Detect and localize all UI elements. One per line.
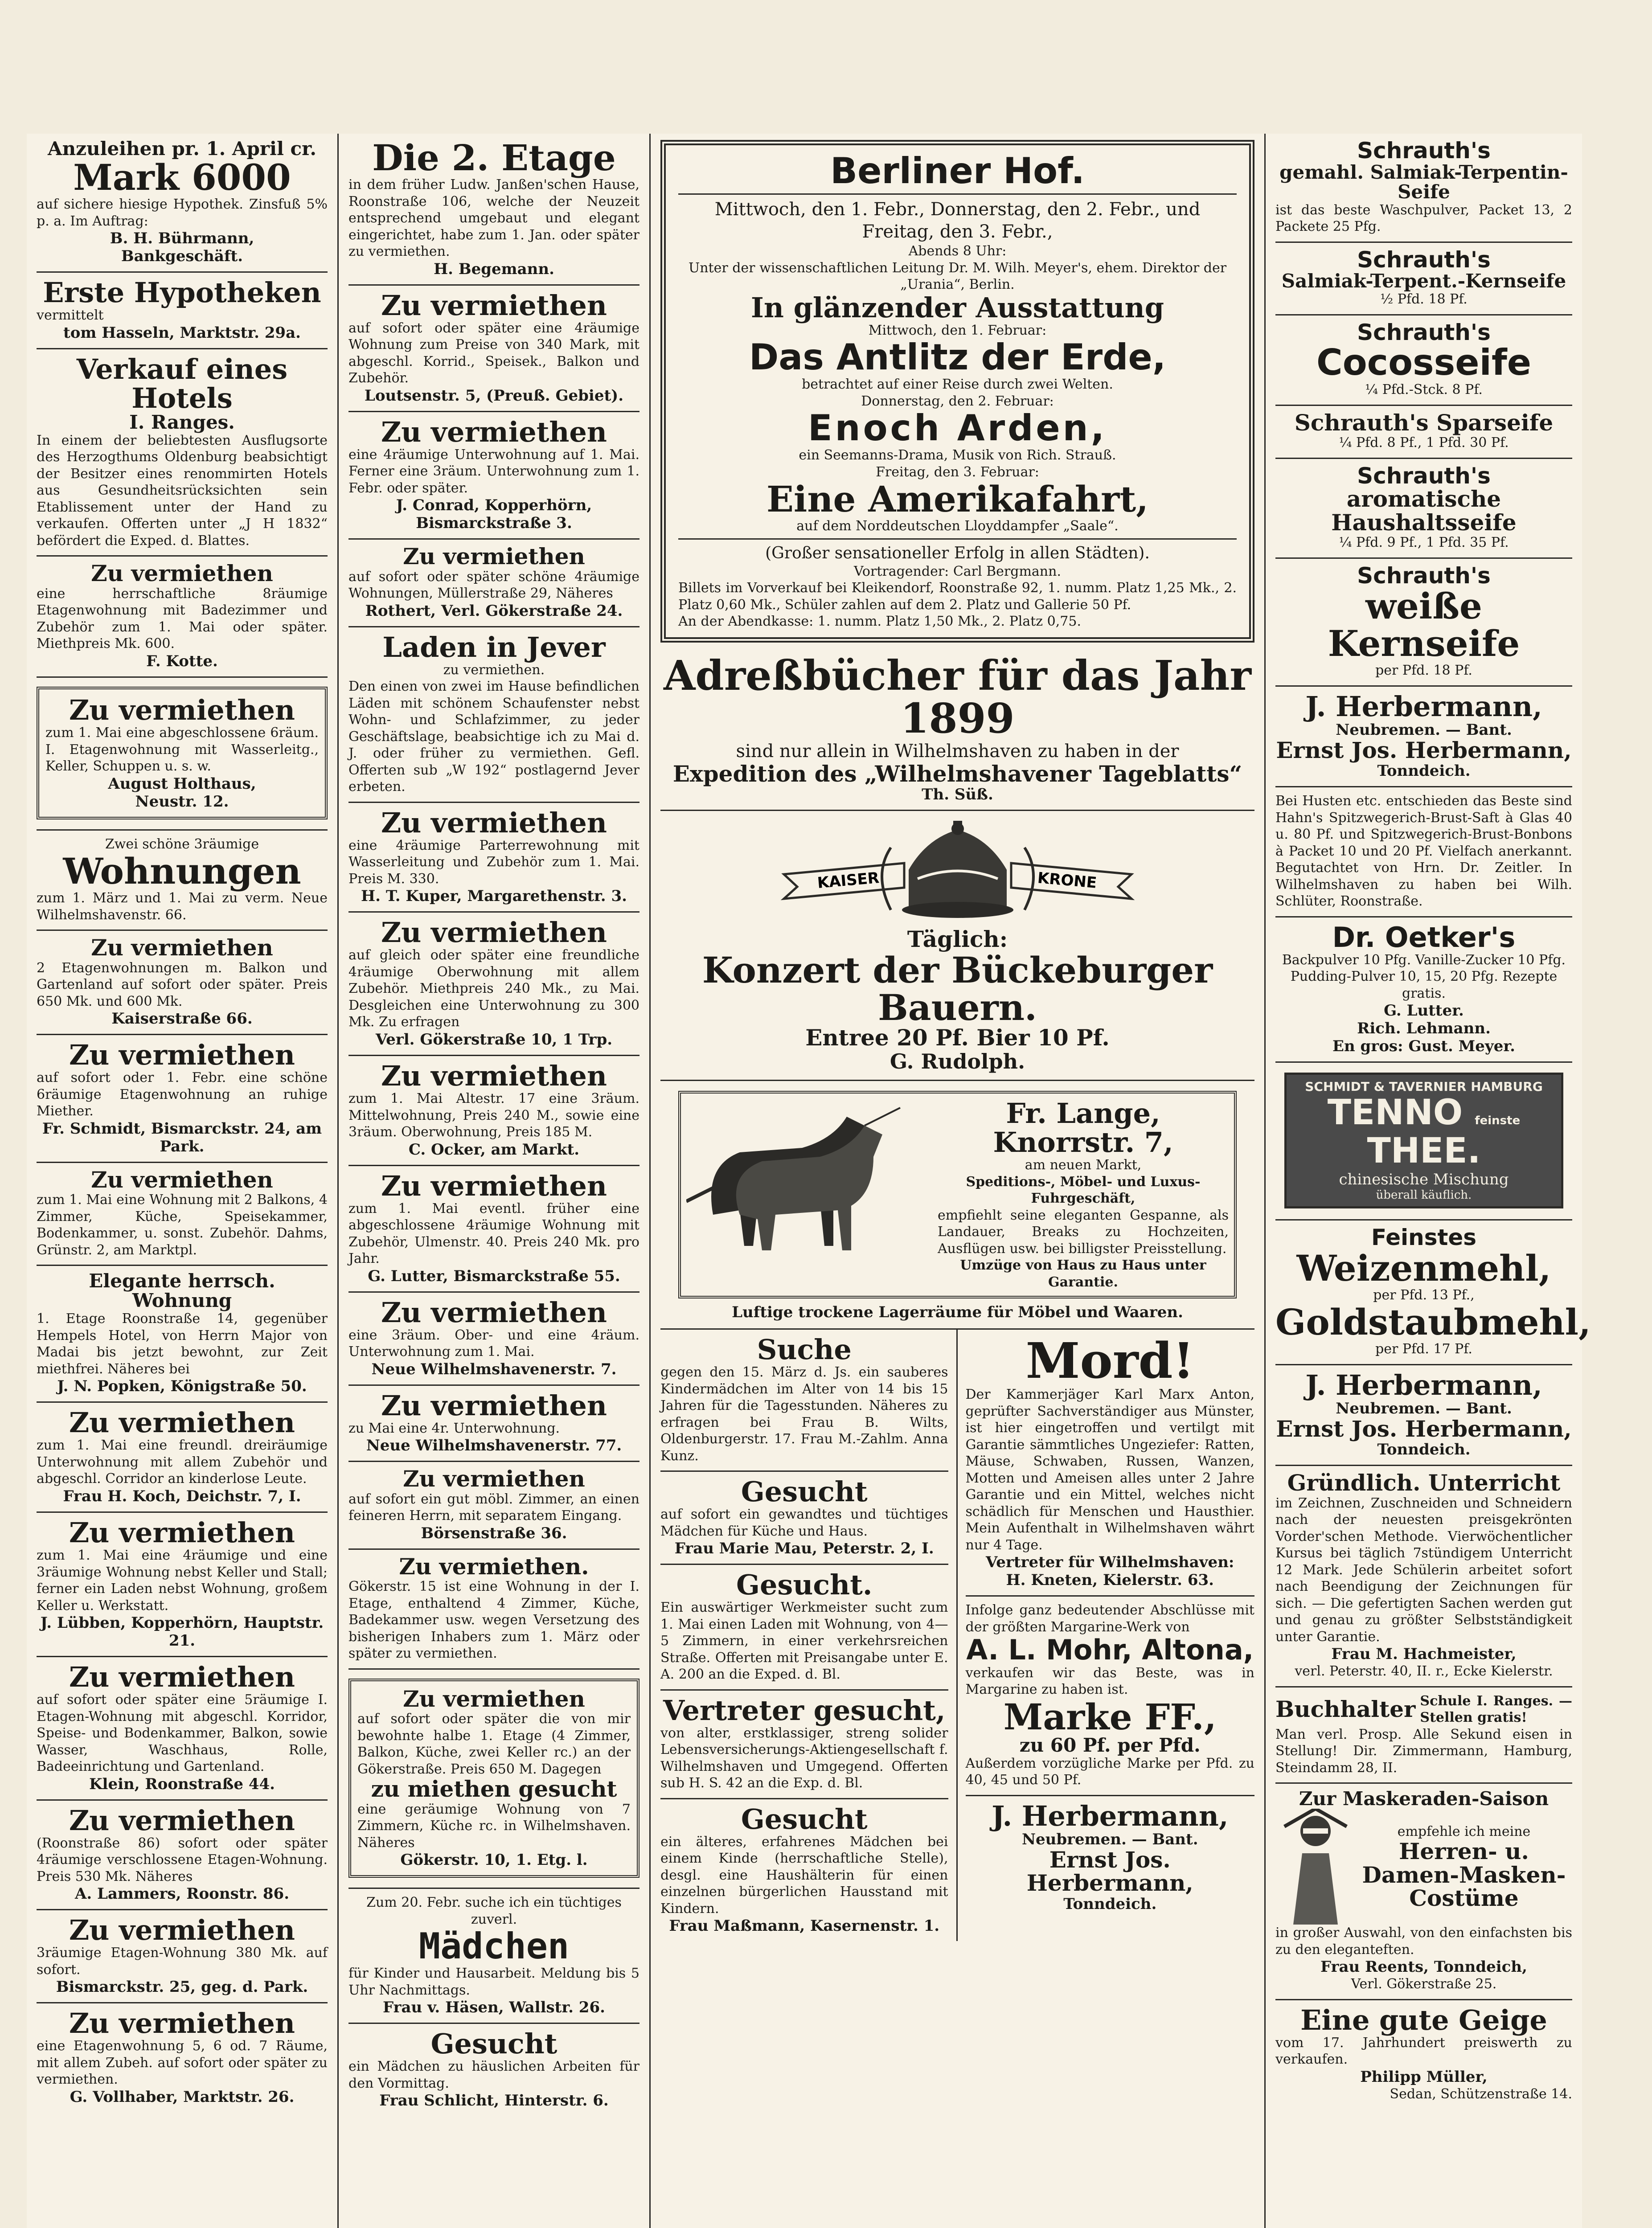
ad-heading: Erste Hypotheken (43, 276, 321, 309)
horse-carriage-icon (686, 1099, 927, 1268)
ad-heading: Zu vermiethen (381, 1389, 607, 1422)
ad-text-3: Außerdem vorzügliche Marke per Pfd. zu 40, 45 und 50 Pf. (965, 1755, 1254, 1788)
ad-heading: Zu vermiethen (403, 1685, 585, 1712)
ad-signature: Vertreter für Wilhelmshaven: (986, 1553, 1234, 1572)
ad-text: eine 3räum. Ober- und eine 4räum. Unterwohnung zum 1. Mai. (348, 1327, 639, 1360)
ad-tenno-tea (1275, 1063, 1572, 1220)
ad-text: Backpulver 10 Pfg. Vanille-Zucker 10 Pfg. Pudding-Pulver 10, 15, 20 Pfg. Rezepte gratis. (1282, 952, 1566, 1001)
ad-signature: C. Ocker, am Markt. (408, 1140, 580, 1159)
ad-heading: Gründlich. Unterricht (1287, 1470, 1561, 1496)
ad-signature: G. Rudolph. (890, 1049, 1025, 1074)
ad-heading: Zu vermiethen (91, 934, 273, 961)
ad-heading: Zu vermiethen. (399, 1553, 589, 1580)
tea-brand-mid: feinste (1475, 1114, 1521, 1128)
ad-signature: Kaiserstraße 66. (111, 1010, 253, 1028)
column-3 (651, 134, 1266, 2228)
ad-heading: Konzert der Bückeburger Bauern. (702, 949, 1213, 1028)
ad-dates: Mittwoch, den 1. Febr., Donnerstag, den 2. Febr., und Freitag, den 3. Febr., (714, 199, 1201, 242)
ad-tailoring-lessons (1275, 1466, 1572, 1687)
ad-text: ¼ Pfd. 8 Pf., 1 Pfd. 30 Pf. (1339, 435, 1509, 451)
newspaper-page (27, 134, 1591, 2228)
ad-heading: Dr. Oetker's (1332, 921, 1516, 954)
ad-moves: Umzüge von Haus zu Haus unter Garantie. (960, 1257, 1206, 1290)
ad-show-3-sub: auf dem Norddeutschen Lloyddampfer „Saale“. (796, 518, 1119, 534)
ad-sub: Neubremen. — Bant. (1021, 1830, 1198, 1848)
ad-heading: Zu vermiethen (69, 1516, 295, 1549)
ad-rent (37, 1657, 328, 1801)
ad-signature: G. Vollhaber, Marktstr. 26. (70, 2088, 295, 2106)
ad-fr-lange (660, 1081, 1254, 1330)
ad-cough-syrup (1275, 787, 1572, 917)
ad-text: zum 1. Mai eine 4räumige und eine 3räumige Wohnung nebst Keller und Stall; ferner ein Laden nebst Wohnung, großem Keller u. Werkstatt. (37, 1548, 328, 1614)
ad-sub: Neubremen. — Bant. (1336, 1399, 1512, 1417)
ad-rent (348, 1293, 639, 1386)
ad-text: In einem der beliebtesten Ausflugsorte des Herzogthums Oldenburg beabsichtigt der Besitzer eines renommirten Hotels aus Gesundheitsrücksichten sein Etablissement unter der Hand zu verkaufen. Offerten unter „J H 1832“ befördert die Exped. d. Blattes. (37, 432, 328, 549)
ad-heading: Vertreter gesucht, (663, 1694, 946, 1727)
ad-rent (37, 1801, 328, 1911)
ad-text-1: sind nur allein in Wilhelmshaven zu haben in der (736, 741, 1179, 762)
ad-signature: Frau Schlicht, Hinterstr. 6. (379, 2092, 609, 2110)
ad-heading: Adreßbücher für das Jahr 1899 (664, 651, 1251, 743)
ad-text: ein älteres, erfahrenes Mädchen bei einem Kinde (herrschaftliche Stelle), desgl. eine Haushälterin für einen einzelnen bürgerlichen Hausstand mit Kindern. (660, 1834, 948, 1917)
ad-heading: Eine gute Geige (1300, 2003, 1547, 2036)
ad-signature: Rothert, Verl. Gökerstraße 24. (365, 602, 623, 620)
ad-heading-2: Ernst Jos. Herbermann, (1276, 737, 1572, 763)
ad-text: auf sofort ein gut möbl. Zimmer, an einen feineren Herrn, mit separatem Eingang. (348, 1491, 639, 1524)
ad-heading: Schrauth's (1357, 463, 1491, 489)
ad-soap (1275, 559, 1572, 687)
ad-heading: Elegante herrsch. Wohnung (89, 1270, 275, 1312)
ad-heading: Gesucht. (736, 1569, 873, 1601)
ad-heading: Zu vermiethen (381, 415, 607, 448)
ad-heading: Wohnungen (63, 850, 301, 893)
ad-text: zum 1. März und 1. Mai zu verm. Neue Wilhelmshavenstr. 66. (37, 890, 328, 923)
ad-heading: Zu vermiethen (69, 693, 295, 726)
ad-storage: Luftige trockene Lagerräume für Möbel und Waaren. (732, 1303, 1183, 1322)
ad-rent (37, 2003, 328, 2112)
ad-text: Den einen von zwei im Hause befindlichen Läden mit schönem Schaufenster nebst Wohn- und Schlafzimmer, zu jeder Geschäftslage, beabsichtige ich zu Mai d. J. oder früher zu vermiethen. Gefl. Offerten sub „W 192“ postlagernd Jever erbeten. (348, 679, 639, 795)
ad-sub: Neubremen. — Bant. (1336, 721, 1512, 739)
ad-text: auf sofort oder 1. Febr. eine schöne 6räumige Etagenwohnung an ruhige Miether. (37, 1070, 328, 1119)
ad-soap (1275, 459, 1572, 559)
ad-heading: Berliner Hof. (830, 150, 1085, 192)
ad-signature-sub: H. Kneten, Kielerstr. 63. (1006, 1571, 1214, 1589)
ad-signature: J. N. Popken, Königstraße 50. (57, 1377, 307, 1396)
ad-pest-control (966, 1330, 1255, 1597)
ad-mortgages (37, 273, 328, 349)
ad-side: Schule I. Ranges. — Stellen gratis! (1420, 1693, 1572, 1726)
ad-rent (37, 931, 328, 1035)
ad-oetker (1275, 917, 1572, 1063)
ad-preheading: Zum 20. Febr. suche ich ein tüchtiges zuverl. (366, 1895, 622, 1927)
ad-signature: J. Conrad, Kopperhörn, Bismarckstraße 3. (396, 496, 592, 532)
ad-shop-jever (348, 627, 639, 803)
ad-text: zum 1. Mai eine Wohnung mit 2 Balkons, 4 Zimmer, Küche, Speisekammer, Bodenkammer, u. sonst. Zubehör. Dahms, Grünstr. 2, am Marktpl. (37, 1192, 328, 1258)
ad-signature: Börsenstraße 36. (421, 1524, 567, 1542)
ad-text: ¼ Pfd.-Stck. 8 Pf. (1365, 382, 1483, 398)
ad-heading: Schrauth's Sparseife (1294, 409, 1554, 436)
ad-masquerade (1275, 1784, 1572, 2000)
column-3-right (958, 1330, 1255, 1941)
ad-text: (Roonstraße 86) sofort oder später 4räumige verschlossene Etagen-Wohnung. Preis 530 Mk. Näheres (37, 1835, 328, 1884)
tea-bottom: überall käuflich. (1376, 1188, 1472, 1202)
ad-subheading: gemahl. Salmiak-Terpentin-Seife (1279, 161, 1568, 203)
tea-brand-1: TENNO (1327, 1093, 1463, 1133)
ad-sub-2: Tonndeich. (1063, 1895, 1157, 1913)
ad-signature: Fr. Schmidt, Bismarckstr. 24, am Park. (42, 1119, 322, 1155)
ad-signature: H. Begemann. (434, 260, 554, 278)
ad-heading: Weizenmehl, (1296, 1247, 1551, 1289)
ad-signature: Frau M. Hachmeister, (1331, 1645, 1517, 1663)
ad-address-books (660, 649, 1254, 811)
ad-rent (37, 1910, 328, 2003)
ad-heading: Zu vermiethen (91, 560, 273, 587)
ad-rent (348, 1386, 639, 1462)
ad-text: in großer Auswahl, von den einfachsten bis zu den eleganteften. (1275, 1925, 1572, 1958)
ad-text: auf sofort oder später die von mir bewohnte halbe 1. Etage (4 Zimmer, Balkon, Küche, zwei Keller rc.) an der Gökerstraße. Preis 650 M. Dagegen (357, 1711, 631, 1777)
banner-left-label: KAISER (816, 869, 880, 893)
ad-rent (348, 1056, 639, 1166)
ad-heading: Zu vermiethen (381, 1169, 607, 1202)
ad-heading: Zur Maskeraden-Saison (1299, 1788, 1549, 1810)
ad-signature: H. T. Kuper, Margarethenstr. 3. (361, 887, 627, 905)
ad-signature: Neue Wilhelmshavenerstr. 7. (371, 1360, 617, 1378)
ad-signature: tom Hasseln, Marktstr. 29a. (63, 324, 301, 342)
ad-signature: Frau Marie Mau, Peterstr. 2, I. (674, 1540, 934, 1558)
ad-subheading: I. Ranges. (129, 411, 235, 433)
ad-heading: Zu vermiethen (69, 1661, 295, 1694)
ad-subheading: aromatische Haushaltsseife (1331, 486, 1517, 536)
ad-text: empfiehlt seine eleganten Gespanne, als Landauer, Breaks zu Hochzeiten, Ausflügen usw. bei billigster Preisstellung. (938, 1207, 1229, 1257)
ad-text: eine herrschaftliche 8räumige Etagenwohnung mit Badezimmer und Zubehör zum 1. Mai oder später. Miethpreis Mk. 600. (37, 586, 328, 652)
ad-heading: J. Herbermann, (992, 1799, 1229, 1832)
ad-heading: Buchhalter (1275, 1696, 1416, 1722)
ad-loan (37, 134, 328, 273)
ad-rent (37, 1035, 328, 1163)
ad-heading: Verkauf eines Hotels (76, 352, 288, 414)
ad-speaker: Vortragender: Carl Bergmann. (854, 563, 1061, 579)
ad-signature: Philipp Müller, (1360, 2068, 1488, 2086)
ad-signature: Loutsenstr. 5, (Preuß. Gebiet). (364, 386, 624, 405)
ad-signature: B. H. Bührmann, (110, 229, 254, 248)
ad-success: (Großer sensationeller Erfolg in allen Städten). (765, 544, 1150, 562)
ad-text: eine 4räumige Unterwohnung auf 1. Mai. Ferner eine 3räum. Unterwohnung zum 1. Febr. oder später. (348, 446, 639, 496)
ad-brand: Marke FF., (1003, 1696, 1217, 1738)
ad-text-wanted: eine geräumige Wohnung von 7 Zimmern, Küche rc. in Wilhelmshaven. Näheres (357, 1801, 631, 1851)
ad-text: ist das beste Waschpulver, Packet 13, 2 Packete 25 Pfg. (1275, 202, 1572, 235)
ad-show-2: Enoch Arden, (808, 407, 1107, 449)
ad-subheading: Salmiak-Terpent.-Kernseife (1281, 270, 1566, 292)
tea-sub: chinesische Mischung (1339, 1171, 1509, 1189)
ad-rent (348, 803, 639, 913)
ad-apartments (37, 831, 328, 931)
ad-heading: Zu vermiethen (69, 1914, 295, 1947)
ad-business: Speditions-, Möbel- und Luxus-Fuhrgeschäft, (966, 1174, 1201, 1207)
ad-time: Abends 8 Uhr: (908, 243, 1007, 259)
ad-heading: Zu vermiethen (381, 1059, 607, 1092)
ad-rent (348, 286, 639, 412)
ad-heading: Zu vermiethen (381, 289, 607, 322)
column-2 (339, 134, 651, 2228)
ad-rent (348, 1462, 639, 1550)
masked-figure-icon (1275, 1809, 1356, 1925)
ad-text: ¼ Pfd. 9 Pf., 1 Pfd. 35 Pf. (1339, 535, 1509, 551)
ad-text: 1. Etage Roonstraße 14, gegenüber Hempels Hotel, von Herrn Major von Madai bis jetzt bewohnt, zur Zeit miethfrei. Näheres bei (37, 1311, 328, 1377)
ad-heading: A. L. Mohr, Altona, (966, 1634, 1254, 1667)
ad-text: eine Etagenwohnung 5, 6 od. 7 Räume, mit allem Zubeh. auf sofort oder später zu vermiethen. (37, 2038, 328, 2088)
ad-maid-wanted (348, 1889, 639, 2024)
ad-elegant-apartment (37, 1266, 328, 1403)
ad-text: gegen den 15. März d. Js. ein sauberes Kindermädchen im Alter von 14 bis 15 Jahren für die Tagesstunden. Näheres zu erfragen bei Frau B. Wilts, Oldenburgerstr. 17. Frau M.-Zahlm. Anna Kunz. (660, 1364, 948, 1464)
ad-heading: Zu vermiethen (69, 2007, 295, 2040)
ad-heading-2: Ernst Jos. Herbermann, (1276, 1415, 1572, 1442)
tea-maker: SCHMIDT & TAVERNIER HAMBURG (1305, 1079, 1543, 1094)
ad-rent (37, 1163, 328, 1266)
ad-signature-2: Sedan, Schützenstraße 14. (1390, 2086, 1572, 2102)
ad-daily: Täglich: (907, 926, 1008, 953)
ad-signature-2: verl. Peterstr. 40, II. r., Ecke Kielerstr. (1295, 1663, 1553, 1679)
ad-soap (1275, 406, 1572, 459)
ad-signature: J. Lübben, Kopperhörn, Hauptstr. 21. (40, 1614, 324, 1650)
ad-text: auf gleich oder später eine freundliche 4räumige Oberwohnung mit allem Zubehör. Miethpreis 240 Mk., zu Mai. Desgleichen eine Unterwohnung zu 300 Mk. Zu erfragen (348, 947, 639, 1030)
ad-preheading: Feinstes (1371, 1225, 1477, 1251)
ad-heading: Zu vermiethen (381, 806, 607, 839)
ad-text: 2 Etagenwohnungen m. Balkon und Gartenland auf sofort oder später. Preis 650 Mk. und 600 Mk. (37, 960, 328, 1009)
ad-text: in dem früher Ludw. Janßen'schen Hause, Roonstraße 106, welche der Neuzeit entsprechend umgebaut und elegant eingerichtet, habe zum 1. Jan. oder später zu vermiethen. (348, 177, 639, 259)
ad-preheading: Zwei schöne 3räumige (105, 836, 259, 852)
ad-tickets: Billets im Vorverkauf bei Kleikendorf, Roonstraße 92, 1. numm. Platz 1,25 Mk., 2. Platz 0,60 Mk., Schüler zahlen auf dem 2. Platz und Gallerie 50 Pf. (678, 580, 1237, 613)
ad-signature: A. Lammers, Roonstr. 86. (74, 1885, 290, 1903)
ad-text: zum 1. Mai eventl. früher eine abgeschlossene 4räumige Wohnung mit Zubehör, Ulmenstr. 40. Preis 240 Mk. pro Jahr. (348, 1200, 639, 1267)
ad-heading: Schrauth's (1357, 319, 1491, 345)
ad-heading: Suche (757, 1333, 852, 1366)
ad-heading: Zu vermiethen (381, 916, 607, 949)
ad-heading-2: Herren- u. Damen-Masken-Costüme (1362, 1838, 1566, 1912)
ad-rent (348, 412, 639, 540)
ad-heading-amount: Mark 6000 (73, 156, 291, 199)
ad-heading: Gesucht (741, 1475, 868, 1508)
ad-heading: Mädchen (418, 1925, 570, 1967)
ad-text: für Kinder und Hausarbeit. Meldung bis 5 Uhr Nachmittags. (348, 1966, 639, 1998)
ad-text: im Zeichnen, Zuschneiden und Schneidern nach der neuesten preisgekrönten Vorder'schen Methode. Vierwöchentlicher Kursus bei täglich 7stündigem Unterricht 12 Mark. Jede Schülerin arbeitet sofort nach Beendigung der Zeichnungen für sich. — Die gefertigten Sachen werden gut und genau zu größter Selbstständigkeit unter Garantie. (1275, 1495, 1572, 1645)
ad-sub-2: Tonndeich. (1377, 1441, 1471, 1459)
ad-text: Bei Husten etc. entschieden das Beste sind Hahn's Spitzwegerich-Brust-Saft à Glas 40 u. 80 Pf. und Spitzwegerich-Brust-Bonbons à Packet 10 und 20 Pf. Vielfach anerkannt. Begutachtet von Hrn. Dr. Zeitler. In Wilhelmshaven zu haben bei Wilh. Schlüter, Roonstraße. (1275, 793, 1572, 909)
ad-heading-wanted: zu miethen gesucht (371, 1776, 617, 1802)
ad-signature: Th. Süß. (922, 786, 993, 804)
ad-show-3: Eine Amerikafahrt, (766, 478, 1149, 520)
ad-heading: Zu vermiethen (91, 1166, 273, 1193)
ad-text-2: per Pfd. 17 Pf. (1375, 1341, 1472, 1357)
ad-signature: Frau H. Koch, Deichstr. 7, I. (63, 1487, 301, 1505)
ad-search (660, 1330, 948, 1472)
ad-soap (1275, 243, 1572, 315)
ad-text: zum 1. Mai eine abgeschlossene 6räum. I. Etagenwohnung mit Wasserleitg., Keller, Schuppen u. s. w. (45, 725, 319, 774)
ad-rent (348, 913, 639, 1056)
crown-emblem-icon (757, 821, 1158, 923)
ad-bookkeeper (1275, 1687, 1572, 1784)
ad-signature: Neue Wilhelmshavenerstr. 77. (366, 1437, 622, 1455)
column-3-left (660, 1330, 958, 1941)
ad-text: Gökerstr. 15 ist eine Wohnung in der I. Etage, enthaltend 4 Zimmer, Küche, Badekammer usw. wegen Versetzung des bisherigen Inhabers zum 1. März oder später zu vermiethen. (348, 1579, 639, 1662)
ad-text: Man verl. Prosp. Alle Sekund eisen in Stellung! Dir. Zimmermann, Hamburg, Steindamm 28, II. (1275, 1726, 1572, 1776)
ad-heading: J. Herbermann, (1305, 1368, 1542, 1401)
ad-signature: G. Lutter. (1384, 1002, 1464, 1020)
ad-flour (1275, 1220, 1591, 1365)
ad-signature: Frau v. Häsen, Wallstr. 26. (383, 1999, 605, 2017)
ad-margarine (966, 1597, 1255, 1796)
ad-sub: empfehle ich meine (1397, 1823, 1531, 1839)
ad-text: auf sofort oder später eine 4räumige Wohnung zum Preise von 340 Mark, mit abgeschl. Korrid., Speisek., Balkon und Zubehör. (348, 320, 639, 386)
ad-subheading: Cocosseife (1316, 342, 1532, 384)
ad-heading: Zu vermiethen (403, 1466, 585, 1492)
ad-subheading: weiße Kernseife (1328, 585, 1520, 665)
ad-heading: Schrauth's (1357, 138, 1491, 164)
ad-text: Ein auswärtiger Werkmeister sucht zum 1. Mai einen Laden mit Wohnung, von 4—5 Zimmern, in einer verkehrsreichen Straße. Offerten mit Preisangabe unter E. A. 200 an die Exped. d. Bl. (660, 1600, 948, 1683)
ad-heading: Die 2. Etage (372, 137, 616, 179)
ad-heading: J. Herbermann, (1305, 690, 1542, 723)
ad-rent (348, 540, 639, 627)
ad-signature-sub: Neustr. 12. (135, 792, 229, 811)
ad-heading-2: Goldstaubmehl, (1275, 1301, 1591, 1343)
ad-text: per Pfd. 18 Pf. (1375, 663, 1472, 679)
ad-berliner-hof (660, 140, 1254, 643)
ad-rent (37, 1403, 328, 1513)
ad-style: In glänzender Ausstattung (750, 291, 1164, 324)
ad-signature: Klein, Roonstraße 44. (89, 1775, 275, 1793)
ad-heading: Zu vermiethen (381, 1296, 607, 1329)
ad-signature-sub: Bankgeschäft. (121, 247, 243, 266)
ad-text: ½ Pfd. 18 Pf. (1380, 291, 1468, 307)
ad-text: zum 1. Mai Altestr. 17 eine 3räum. Mittelwohnung, Preis 240 M., sowie eine 3räum. Oberwohnung, Preis 185 M. (348, 1091, 639, 1140)
ad-heading: Gesucht (430, 2027, 557, 2060)
ad-text-2: verkaufen wir das Beste, was in Margarine zu haben ist. (965, 1665, 1254, 1698)
ad-kaiserkrone (660, 811, 1254, 1081)
ad-signature-2: Rich. Lehmann. (1357, 1020, 1491, 1038)
ad-leader: Unter der wissenschaftlichen Leitung Dr. M. Wilh. Meyer's, ehem. Direktor der „Urania“, Berlin. (688, 260, 1227, 292)
ad-wanted (348, 2024, 639, 2116)
ad-herbermann (966, 1796, 1255, 1919)
tea-brand-2: THEE. (1367, 1131, 1481, 1171)
ad-wanted (660, 1565, 948, 1691)
ad-signature: Bismarckstr. 25, geg. d. Park. (56, 1978, 308, 1996)
ad-text: ein Mädchen zu häuslichen Arbeiten für den Vormittag. (348, 2059, 639, 2091)
ad-subheading: zu vermiethen. (443, 662, 545, 678)
ad-sub-2: Tonndeich. (1377, 762, 1471, 780)
ad-wanted (660, 1799, 948, 1941)
ad-rent-boxed (348, 1670, 639, 1889)
ad-heading: Schrauth's (1357, 246, 1491, 273)
ad-text: 3räumige Etagen-Wohnung 380 Mk. auf sofort. (37, 1945, 328, 1978)
ad-text: vermittelt (37, 307, 104, 324)
ad-signature: F. Kotte. (146, 652, 218, 670)
ad-heading: Zu vermiethen (69, 1039, 295, 1072)
column-1 (27, 134, 339, 2228)
ad-second-floor (348, 134, 639, 286)
ad-sub: am neuen Markt, (1025, 1157, 1142, 1173)
ad-heading: Schrauth's (1357, 562, 1491, 589)
ad-text: zum 1. Mai eine freundl. dreiräumige Unterwohnung mit allem Zubehör und abgeschl. Corridor an kinderlose Leute. (37, 1438, 328, 1487)
ad-signature: Verl. Gökerstraße 10, 1 Trp. (375, 1030, 613, 1048)
ad-price: zu 60 Pf. per Pfd. (1019, 1734, 1201, 1756)
ad-heading: Fr. Lange, Knorrstr. 7, (993, 1097, 1173, 1159)
ad-text: per Pfd. 13 Pf., (1373, 1287, 1475, 1303)
ad-text: eine 4räumige Parterrewohnung mit Wasserleitung und Zubehör zum 1. Mai. Preis M. 330. (348, 837, 639, 887)
ad-show-1-sub: betrachtet auf einer Reise durch zwei Welten. (802, 377, 1113, 393)
ad-text: auf sofort ein gewandtes und tüchtiges Mädchen für Küche und Haus. (660, 1507, 948, 1539)
ad-heading-2: Ernst Jos. Herbermann, (1026, 1846, 1193, 1896)
ad-rent-boxed (37, 678, 328, 831)
ad-text: zu Mai eine 4r. Unterwohnung. (348, 1420, 560, 1436)
column-4 (1266, 134, 1591, 2228)
ad-text: von alter, erstklassiger, streng solider Lebensversicherungs-Aktiengesellschaft f. Wilhelmshaven und Umgegend. Offerten sub H. S. 42 an die Exp. d. Bl. (660, 1725, 948, 1791)
ad-signature: G. Lutter, Bismarckstraße 55. (368, 1267, 620, 1285)
banner-right-label: KRONE (1036, 869, 1098, 893)
ad-signature: Frau Maßmann, Kasernenstr. 1. (669, 1917, 940, 1935)
ad-text: auf sichere hiesige Hypothek. Zinsfuß 5% p. a. Im Auftrag: (37, 197, 328, 229)
ad-heading: Mord! (1025, 1331, 1194, 1389)
ad-heading: Zu vermiethen (69, 1406, 295, 1439)
ad-signature-3: En gros: Gust. Meyer. (1332, 1037, 1515, 1056)
ad-rent (348, 1550, 639, 1670)
ad-heading: Laden in Jever (382, 631, 606, 663)
ad-signature-2: Verl. Gökerstraße 25. (1351, 1976, 1497, 1992)
ad-herbermann (1275, 687, 1572, 788)
ad-soap (1275, 315, 1572, 406)
ad-rent (37, 557, 328, 678)
ad-day-1: Mittwoch, den 1. Februar: (868, 322, 1047, 338)
ad-representative (660, 1691, 948, 1799)
ad-prices: Entree 20 Pf. Bier 10 Pf. (805, 1024, 1110, 1051)
ad-wanted (660, 1472, 948, 1565)
ad-evening: An der Abendkasse: 1. numm. Platz 1,50 Mk., 2. Platz 0,75. (678, 614, 1081, 630)
ad-rent (37, 1513, 328, 1657)
ad-text: auf sofort oder später schöne 4räumige Wohnungen, Müllerstraße 29, Näheres (348, 569, 639, 602)
ad-show-2-sub: ein Seemanns-Drama, Musik von Rich. Strauß. (799, 447, 1116, 463)
ad-signature: Frau Reents, Tonndeich, (1320, 1958, 1527, 1976)
ad-text: vom 17. Jahrhundert preiswerth zu verkaufen. (1275, 2035, 1572, 2068)
ad-text: Der Kammerjäger Karl Marx Anton, geprüfter Sachverständiger aus Münster, ist hier eingetroffen und vertilgt mit Garantie sämmtliches Ungeziefer: Ratten, Mäuse, Schwaben, Russen, Wanzen, Motten und Ameisen alles unter 2 Jahre Garantie und ein Mittel, welches nicht schädlich für Menschen und Hausthier. Mein Aufenthalt in Wilhelmshaven währt nur 4 Tage. (965, 1387, 1254, 1553)
ad-signature: Gökerstr. 10, 1. Etg. l. (400, 1851, 588, 1869)
ad-hotel-sale (37, 349, 328, 557)
ad-heading: Zu vermiethen (69, 1804, 295, 1837)
ad-herbermann (1275, 1365, 1572, 1466)
ad-text: auf sofort oder später eine 5räumige I. Etagen-Wohnung mit abgeschl. Korridor, Speise- und Bodenkammer, Balkon, sowie Wasser, Waschhaus, Rolle, Badeeinrichtung und Gartenland. (37, 1692, 328, 1775)
ad-signature: August Holthaus, (108, 774, 256, 793)
ad-soap (1275, 134, 1572, 243)
ad-rent (348, 1166, 639, 1293)
ad-text: Infolge ganz bedeutender Abschlüsse mit der größten Margarine-Werk von (965, 1602, 1254, 1635)
ad-violin (1275, 2000, 1572, 2109)
ad-heading: Anzuleihen pr. 1. April cr. (48, 138, 316, 160)
ad-day-2: Donnerstag, den 2. Februar: (861, 393, 1054, 409)
ad-show-1: Das Antlitz der Erde, (749, 336, 1166, 378)
ad-text-2: Expedition des „Wilhelmshavener Tageblatts“ (672, 760, 1242, 787)
ad-heading: Zu vermiethen (403, 543, 585, 570)
ad-heading: Gesucht (741, 1802, 868, 1835)
ad-day-3: Freitag, den 3. Februar: (876, 464, 1039, 480)
